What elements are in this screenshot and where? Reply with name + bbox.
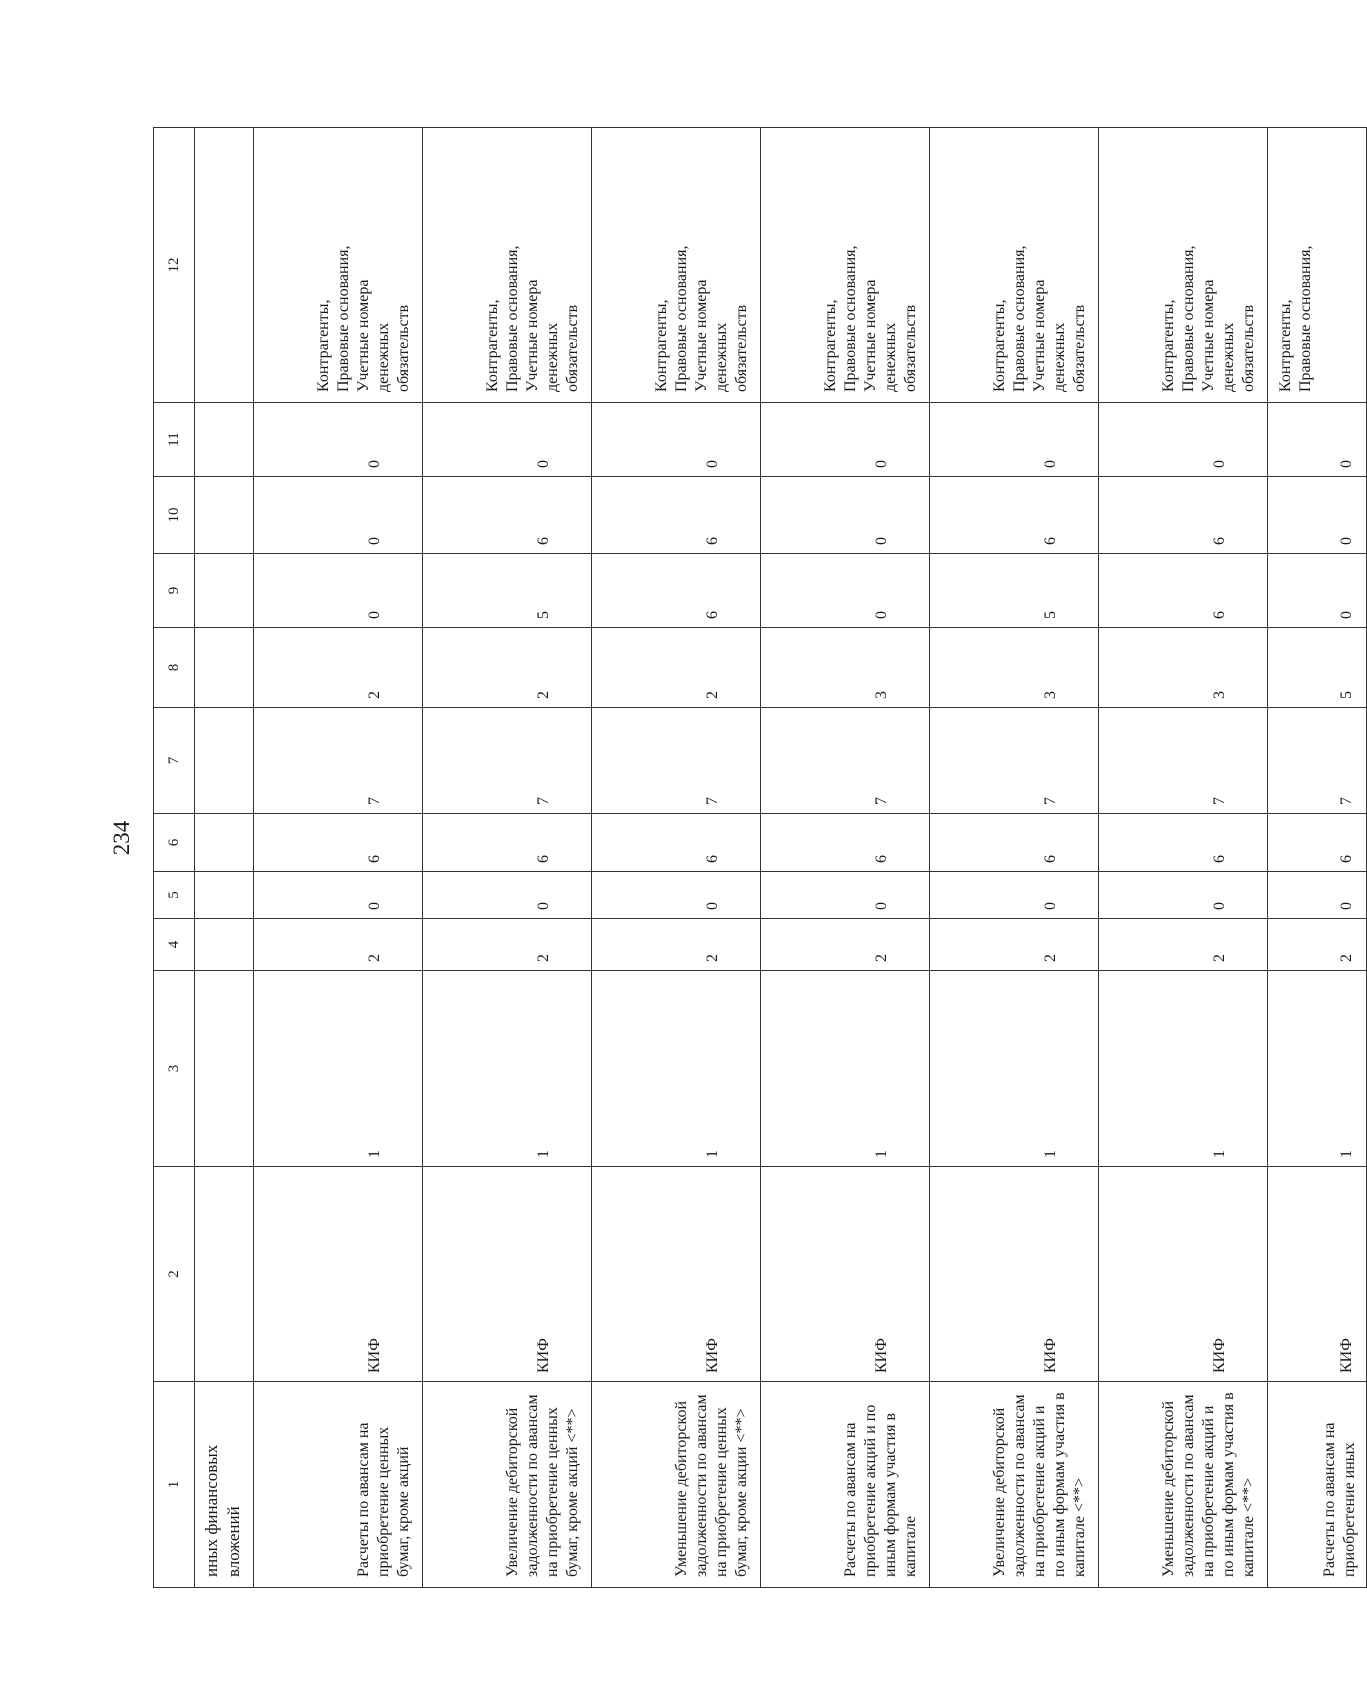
page-number: 234 xyxy=(109,820,134,856)
code-digit: 5 xyxy=(423,554,592,628)
code-digit: 6 xyxy=(592,477,761,554)
note-line: денежных xyxy=(882,322,899,392)
code-digit: 2 xyxy=(592,628,761,708)
note-line: Правовые основания, xyxy=(673,245,690,392)
code-digit: 3 xyxy=(761,628,930,708)
code-digit: 0 xyxy=(761,403,930,477)
continuation-label: иных финансовых вложений xyxy=(195,1382,254,1588)
note-line: Правовые основания, xyxy=(335,245,352,392)
code-digit: 2 xyxy=(254,919,423,971)
note-line: денежных xyxy=(544,322,561,392)
code-digit: 6 xyxy=(930,814,1099,872)
code-digit: 1 xyxy=(930,971,1099,1167)
table-cell xyxy=(195,872,254,919)
code-digit: 1 xyxy=(1099,971,1268,1167)
code-digit: 0 xyxy=(1268,403,1367,477)
code-digit: 2 xyxy=(423,628,592,708)
code-digit: 2 xyxy=(761,919,930,971)
column-number: 4 xyxy=(154,919,195,971)
table-cell xyxy=(195,628,254,708)
classifier-code: КИФ xyxy=(592,1167,761,1382)
code-digit: 7 xyxy=(930,708,1099,814)
row-name: Увеличение дебиторской задолженности по авансам на приобретение акций и по иным формам участия в капитале <**> xyxy=(930,1382,1099,1588)
column-number: 2 xyxy=(154,1167,195,1382)
analytics-note xyxy=(1099,128,1268,403)
code-digit: 1 xyxy=(254,971,423,1167)
classifier-code: КИФ xyxy=(761,1167,930,1382)
code-digit: 6 xyxy=(1099,814,1268,872)
note-line: денежных xyxy=(1051,322,1068,392)
column-number: 5 xyxy=(154,872,195,919)
code-digit: 0 xyxy=(761,477,930,554)
code-digit: 7 xyxy=(592,708,761,814)
note-line: Учетные номера xyxy=(355,279,372,392)
analytics-note xyxy=(930,128,1099,403)
note-line: Контрагенты, xyxy=(1277,299,1294,392)
code-digit: 0 xyxy=(254,477,423,554)
column-number: 9 xyxy=(154,554,195,628)
code-digit: 7 xyxy=(1099,708,1268,814)
note-line: Контрагенты, xyxy=(315,299,332,392)
classifier-code: КИФ xyxy=(1268,1167,1367,1382)
code-digit: 5 xyxy=(1268,628,1367,708)
analytics-note xyxy=(761,128,930,403)
table-cell xyxy=(195,477,254,554)
continuation-row xyxy=(195,128,254,1588)
note-line: Правовые основания, xyxy=(1297,245,1314,392)
code-digit: 0 xyxy=(592,403,761,477)
code-digit: 3 xyxy=(930,628,1099,708)
code-digit: 0 xyxy=(254,554,423,628)
note-line: обязательств xyxy=(1071,304,1088,392)
note-line: Правовые основания, xyxy=(1180,245,1197,392)
note-line: Контрагенты, xyxy=(822,299,839,392)
column-number: 6 xyxy=(154,814,195,872)
code-digit: 0 xyxy=(761,554,930,628)
note-line: денежных xyxy=(713,322,730,392)
row-name: Уменьшение дебиторской задолженности по авансам на приобретение акций и по иным формам участия в капитале <**> xyxy=(1099,1382,1268,1588)
code-digit: 6 xyxy=(1099,477,1268,554)
code-digit: 0 xyxy=(1099,872,1268,919)
table-cell xyxy=(195,128,254,403)
column-number: 7 xyxy=(154,708,195,814)
table-cell xyxy=(195,554,254,628)
code-digit: 0 xyxy=(423,403,592,477)
note-line: обязательств xyxy=(733,304,750,392)
accounts-table-wrapper xyxy=(153,128,1358,1588)
note-line: обязательств xyxy=(395,304,412,392)
row-name: Расчеты по авансам на приобретение иных xyxy=(1268,1382,1367,1588)
code-digit: 7 xyxy=(254,708,423,814)
table-row xyxy=(592,128,761,1588)
table-row xyxy=(1099,128,1268,1588)
code-digit: 1 xyxy=(423,971,592,1167)
code-digit: 2 xyxy=(1268,919,1367,971)
analytics-note xyxy=(423,128,592,403)
column-number: 1 xyxy=(154,1382,195,1588)
code-digit: 6 xyxy=(254,814,423,872)
code-digit: 0 xyxy=(761,872,930,919)
code-digit: 0 xyxy=(930,872,1099,919)
code-digit: 3 xyxy=(1099,628,1268,708)
code-digit: 2 xyxy=(1099,919,1268,971)
code-digit: 1 xyxy=(1268,971,1367,1167)
code-digit: 5 xyxy=(930,554,1099,628)
column-number: 10 xyxy=(154,477,195,554)
code-digit: 6 xyxy=(423,814,592,872)
code-digit: 1 xyxy=(761,971,930,1167)
analytics-note xyxy=(254,128,423,403)
note-line: Контрагенты, xyxy=(1160,299,1177,392)
code-digit: 7 xyxy=(1268,708,1367,814)
table-row xyxy=(930,128,1099,1588)
code-digit: 0 xyxy=(1268,554,1367,628)
table-cell xyxy=(195,971,254,1167)
code-digit: 6 xyxy=(1268,814,1367,872)
code-digit: 2 xyxy=(592,919,761,971)
note-line: Контрагенты, xyxy=(653,299,670,392)
column-number: 3 xyxy=(154,971,195,1167)
note-line: Контрагенты, xyxy=(991,299,1008,392)
classifier-code: КИФ xyxy=(254,1167,423,1382)
note-line: Правовые основания, xyxy=(1011,245,1028,392)
table-cell xyxy=(195,814,254,872)
code-digit: 6 xyxy=(930,477,1099,554)
note-line: обязательств xyxy=(564,304,581,392)
note-line: денежных xyxy=(375,322,392,392)
column-number-header xyxy=(154,128,195,1588)
code-digit: 0 xyxy=(1268,872,1367,919)
table-cell xyxy=(195,1167,254,1382)
code-digit: 7 xyxy=(761,708,930,814)
row-name: Увеличение дебиторской задолженности по авансам на приобретение ценных бумаг, кроме акций <**> xyxy=(423,1382,592,1588)
note-line: Учетные номера xyxy=(1031,279,1048,392)
row-name: Уменьшение дебиторской задолженности по авансам на приобретение ценных бумаг, кроме акции <**> xyxy=(592,1382,761,1588)
note-line: денежных xyxy=(1220,322,1237,392)
column-number: 8 xyxy=(154,628,195,708)
table-row xyxy=(761,128,930,1588)
row-name: Расчеты по авансам на приобретение ценных бумаг, кроме акций xyxy=(254,1382,423,1588)
code-digit: 6 xyxy=(1099,554,1268,628)
accounts-table xyxy=(153,127,1367,1588)
code-digit: 0 xyxy=(254,872,423,919)
code-digit: 2 xyxy=(254,628,423,708)
code-digit: 6 xyxy=(592,814,761,872)
note-line: Контрагенты, xyxy=(484,299,501,392)
code-digit: 0 xyxy=(423,872,592,919)
code-digit: 0 xyxy=(592,872,761,919)
note-line: Учетные номера xyxy=(693,279,710,392)
note-line: обязательств xyxy=(1240,304,1257,392)
note-line: Учетные номера xyxy=(524,279,541,392)
table-row xyxy=(254,128,423,1588)
note-line: обязательств xyxy=(902,304,919,392)
analytics-note xyxy=(1268,128,1367,403)
table-row xyxy=(423,128,592,1588)
code-digit: 2 xyxy=(930,919,1099,971)
classifier-code: КИФ xyxy=(930,1167,1099,1382)
code-digit: 0 xyxy=(930,403,1099,477)
column-number: 12 xyxy=(154,128,195,403)
table-cell xyxy=(195,708,254,814)
classifier-code: КИФ xyxy=(423,1167,592,1382)
code-digit: 1 xyxy=(592,971,761,1167)
note-line: Правовые основания, xyxy=(504,245,521,392)
code-digit: 6 xyxy=(761,814,930,872)
row-name: Расчеты по авансам на приобретение акций и по иным формам участия в капитале xyxy=(761,1382,930,1588)
analytics-note xyxy=(592,128,761,403)
table-cell xyxy=(195,919,254,971)
note-line: Правовые основания, xyxy=(842,245,859,392)
code-digit: 2 xyxy=(423,919,592,971)
table-row xyxy=(1268,128,1367,1588)
note-line: Учетные номера xyxy=(862,279,879,392)
classifier-code: КИФ xyxy=(1099,1167,1268,1382)
table-cell xyxy=(195,403,254,477)
code-digit: 7 xyxy=(423,708,592,814)
code-digit: 0 xyxy=(1099,403,1268,477)
code-digit: 6 xyxy=(592,554,761,628)
column-number: 11 xyxy=(154,403,195,477)
code-digit: 6 xyxy=(423,477,592,554)
code-digit: 0 xyxy=(1268,477,1367,554)
note-line: Учетные номера xyxy=(1200,279,1217,392)
code-digit: 0 xyxy=(254,403,423,477)
